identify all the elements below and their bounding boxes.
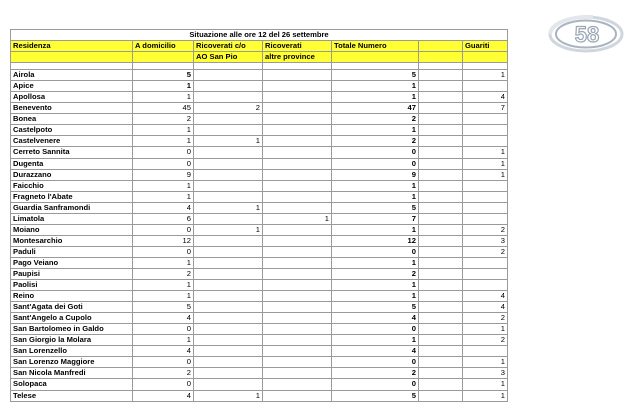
- residenza-cell: Telese: [11, 390, 133, 401]
- empty-cell: [419, 346, 463, 357]
- guariti-cell: 1: [463, 379, 508, 390]
- ricoverati-sanpio-cell: 1: [194, 136, 263, 147]
- guariti-cell: 2: [463, 224, 508, 235]
- empty-cell: [419, 390, 463, 401]
- table-row: [11, 92, 508, 103]
- residenza-cell: Paduli: [11, 246, 133, 257]
- residenza-cell: Dugenta: [11, 158, 133, 169]
- ricoverati-sanpio-cell: 1: [194, 202, 263, 213]
- table-row: [11, 202, 508, 213]
- totale-cell: 0: [332, 357, 419, 368]
- ricoverati-sanpio-cell: [194, 213, 263, 224]
- ricoverati-altre-cell: [263, 235, 332, 246]
- ricoverati-altre-cell: [263, 147, 332, 158]
- guariti-cell: [463, 81, 508, 92]
- residenza-cell: San Bartolomeo in Galdo: [11, 324, 133, 335]
- totale-cell: 0: [332, 379, 419, 390]
- residenza-cell: Sant'Angelo a Cupolo: [11, 313, 133, 324]
- guariti-cell: [463, 257, 508, 268]
- table-row: [11, 291, 508, 302]
- header-guariti: Guariti: [463, 41, 508, 52]
- totale-cell: 1: [332, 81, 419, 92]
- totale-cell: 0: [332, 246, 419, 257]
- ricoverati-sanpio-cell: [194, 324, 263, 335]
- table-row: [11, 169, 508, 180]
- table-row: [11, 180, 508, 191]
- header-ricoverati-altre-2: altre province: [263, 52, 332, 63]
- ricoverati-sanpio-cell: [194, 346, 263, 357]
- ricoverati-sanpio-cell: [194, 92, 263, 103]
- table-row: [11, 368, 508, 379]
- domicilio-cell: 1: [133, 125, 194, 136]
- residenza-cell: San Nicola Manfredi: [11, 368, 133, 379]
- header-ricoverati-sanpio-2: AO San Pio: [194, 52, 263, 63]
- empty-cell: [419, 379, 463, 390]
- ricoverati-altre-cell: [263, 368, 332, 379]
- ricoverati-sanpio-cell: [194, 235, 263, 246]
- domicilio-cell: 0: [133, 224, 194, 235]
- guariti-cell: 1: [463, 324, 508, 335]
- table-row: [11, 136, 508, 147]
- residenza-cell: Faicchio: [11, 180, 133, 191]
- domicilio-cell: 1: [133, 191, 194, 202]
- domicilio-cell: 1: [133, 291, 194, 302]
- domicilio-cell: 9: [133, 169, 194, 180]
- ricoverati-sanpio-cell: [194, 280, 263, 291]
- ricoverati-altre-cell: [263, 324, 332, 335]
- domicilio-cell: 0: [133, 246, 194, 257]
- table-row: [11, 390, 508, 401]
- totale-cell: 1: [332, 291, 419, 302]
- empty-cell: [419, 125, 463, 136]
- guariti-cell: [463, 125, 508, 136]
- guariti-cell: 1: [463, 169, 508, 180]
- ricoverati-sanpio-cell: 2: [194, 103, 263, 114]
- ricoverati-sanpio-cell: [194, 125, 263, 136]
- ricoverati-sanpio-cell: [194, 357, 263, 368]
- residenza-cell: Benevento: [11, 103, 133, 114]
- ricoverati-altre-cell: 1: [263, 213, 332, 224]
- empty-cell: [419, 213, 463, 224]
- residenza-cell: Airola: [11, 70, 133, 81]
- empty-cell: [419, 169, 463, 180]
- residenza-cell: San Lorenzello: [11, 346, 133, 357]
- totale-cell: 1: [332, 280, 419, 291]
- totale-cell: 9: [332, 169, 419, 180]
- guariti-cell: [463, 213, 508, 224]
- totale-cell: 7: [332, 213, 419, 224]
- empty-cell: [419, 158, 463, 169]
- ricoverati-altre-cell: [263, 224, 332, 235]
- ricoverati-altre-cell: [263, 302, 332, 313]
- empty-cell: [419, 324, 463, 335]
- totale-cell: 5: [332, 302, 419, 313]
- spacer-cell: [463, 63, 508, 70]
- guariti-cell: 4: [463, 302, 508, 313]
- residenza-cell: Castelpoto: [11, 125, 133, 136]
- residenza-cell: San Lorenzo Maggiore: [11, 357, 133, 368]
- table-row: [11, 158, 508, 169]
- empty-cell: [419, 280, 463, 291]
- ricoverati-altre-cell: [263, 280, 332, 291]
- table-row: [11, 235, 508, 246]
- ricoverati-sanpio-cell: [194, 246, 263, 257]
- residenza-cell: Reino: [11, 291, 133, 302]
- guariti-cell: [463, 202, 508, 213]
- domicilio-cell: 0: [133, 147, 194, 158]
- empty-cell: [419, 202, 463, 213]
- guariti-cell: 3: [463, 235, 508, 246]
- ricoverati-sanpio-cell: [194, 335, 263, 346]
- header-ricoverati-sanpio: Ricoverati c/o: [194, 41, 263, 52]
- totale-cell: 2: [332, 136, 419, 147]
- totale-cell: 1: [332, 191, 419, 202]
- guariti-cell: [463, 191, 508, 202]
- ricoverati-altre-cell: [263, 357, 332, 368]
- ricoverati-altre-cell: [263, 390, 332, 401]
- residenza-cell: Cerreto Sannita: [11, 147, 133, 158]
- ricoverati-altre-cell: [263, 136, 332, 147]
- totale-cell: 1: [332, 125, 419, 136]
- channel-logo: [543, 14, 625, 54]
- residenza-cell: Bonea: [11, 114, 133, 125]
- table-row: [11, 302, 508, 313]
- spacer-cell: [194, 63, 263, 70]
- ricoverati-sanpio-cell: [194, 114, 263, 125]
- header-domicilio: A domicilio: [133, 41, 194, 52]
- header-blank: [332, 52, 419, 63]
- ricoverati-sanpio-cell: [194, 302, 263, 313]
- residenza-cell: Sant'Agata dei Goti: [11, 302, 133, 313]
- totale-cell: 2: [332, 268, 419, 279]
- ricoverati-sanpio-cell: [194, 158, 263, 169]
- totale-cell: 2: [332, 368, 419, 379]
- guariti-cell: 1: [463, 147, 508, 158]
- table-title: Situazione alle ore 12 del 26 settembre: [11, 30, 508, 41]
- guariti-cell: 7: [463, 103, 508, 114]
- ricoverati-altre-cell: [263, 70, 332, 81]
- table-row: [11, 147, 508, 158]
- empty-cell: [419, 291, 463, 302]
- spacer-cell: [263, 63, 332, 70]
- ricoverati-altre-cell: [263, 335, 332, 346]
- totale-cell: 5: [332, 202, 419, 213]
- domicilio-cell: 12: [133, 235, 194, 246]
- ricoverati-sanpio-cell: [194, 169, 263, 180]
- guariti-cell: [463, 268, 508, 279]
- header-ricoverati-altre: Ricoverati: [263, 41, 332, 52]
- spacer-cell: [133, 63, 194, 70]
- domicilio-cell: 2: [133, 114, 194, 125]
- totale-cell: 0: [332, 324, 419, 335]
- totale-cell: 0: [332, 158, 419, 169]
- ricoverati-altre-cell: [263, 246, 332, 257]
- guariti-cell: 1: [463, 390, 508, 401]
- ricoverati-altre-cell: [263, 313, 332, 324]
- domicilio-cell: 5: [133, 302, 194, 313]
- ricoverati-altre-cell: [263, 158, 332, 169]
- table-row: [11, 357, 508, 368]
- empty-cell: [419, 70, 463, 81]
- ricoverati-sanpio-cell: [194, 313, 263, 324]
- header-totale: Totale Numero: [332, 41, 419, 52]
- empty-cell: [419, 268, 463, 279]
- empty-cell: [419, 81, 463, 92]
- table-row: [11, 81, 508, 92]
- table-row: [11, 224, 508, 235]
- ricoverati-sanpio-cell: [194, 70, 263, 81]
- ricoverati-altre-cell: [263, 346, 332, 357]
- empty-cell: [419, 114, 463, 125]
- empty-cell: [419, 313, 463, 324]
- header-blank: [133, 52, 194, 63]
- table-row: [11, 268, 508, 279]
- ricoverati-sanpio-cell: 1: [194, 224, 263, 235]
- ricoverati-altre-cell: [263, 379, 332, 390]
- totale-cell: 5: [332, 70, 419, 81]
- ricoverati-sanpio-cell: [194, 147, 263, 158]
- guariti-cell: 3: [463, 368, 508, 379]
- guariti-cell: 4: [463, 92, 508, 103]
- empty-cell: [419, 335, 463, 346]
- header-blank: [11, 52, 133, 63]
- table-row: [11, 70, 508, 81]
- guariti-cell: [463, 280, 508, 291]
- empty-cell: [419, 246, 463, 257]
- header-blank: [419, 52, 463, 63]
- table-row: [11, 114, 508, 125]
- residenza-cell: Montesarchio: [11, 235, 133, 246]
- residenza-cell: Pago Veiano: [11, 257, 133, 268]
- table-row: [11, 379, 508, 390]
- domicilio-cell: 0: [133, 379, 194, 390]
- domicilio-cell: 4: [133, 346, 194, 357]
- ricoverati-altre-cell: [263, 103, 332, 114]
- guariti-cell: [463, 114, 508, 125]
- totale-cell: 1: [332, 257, 419, 268]
- table-row: [11, 346, 508, 357]
- ricoverati-altre-cell: [263, 268, 332, 279]
- guariti-cell: [463, 136, 508, 147]
- logo-text: 58: [574, 22, 600, 47]
- residenza-cell: Solopaca: [11, 379, 133, 390]
- totale-cell: 5: [332, 390, 419, 401]
- empty-cell: [419, 302, 463, 313]
- ricoverati-sanpio-cell: [194, 180, 263, 191]
- header-blank: [463, 52, 508, 63]
- ricoverati-sanpio-cell: 1: [194, 390, 263, 401]
- ricoverati-sanpio-cell: [194, 257, 263, 268]
- header-empty: [419, 41, 463, 52]
- ricoverati-sanpio-cell: [194, 379, 263, 390]
- residenza-cell: Limatola: [11, 213, 133, 224]
- domicilio-cell: 1: [133, 257, 194, 268]
- empty-cell: [419, 257, 463, 268]
- domicilio-cell: 1: [133, 81, 194, 92]
- empty-cell: [419, 147, 463, 158]
- domicilio-cell: 4: [133, 313, 194, 324]
- totale-cell: 12: [332, 235, 419, 246]
- domicilio-cell: 2: [133, 268, 194, 279]
- empty-cell: [419, 191, 463, 202]
- domicilio-cell: 2: [133, 368, 194, 379]
- ricoverati-altre-cell: [263, 114, 332, 125]
- domicilio-cell: 0: [133, 158, 194, 169]
- ricoverati-altre-cell: [263, 180, 332, 191]
- empty-cell: [419, 136, 463, 147]
- guariti-cell: [463, 180, 508, 191]
- totale-cell: 4: [332, 313, 419, 324]
- domicilio-cell: 1: [133, 136, 194, 147]
- ricoverati-altre-cell: [263, 291, 332, 302]
- totale-cell: 4: [332, 346, 419, 357]
- ricoverati-sanpio-cell: [194, 191, 263, 202]
- empty-cell: [419, 368, 463, 379]
- empty-cell: [419, 92, 463, 103]
- residenza-cell: Moiano: [11, 224, 133, 235]
- ricoverati-sanpio-cell: [194, 368, 263, 379]
- residenza-cell: Castelvenere: [11, 136, 133, 147]
- ricoverati-sanpio-cell: [194, 81, 263, 92]
- table-row: [11, 313, 508, 324]
- domicilio-cell: 1: [133, 180, 194, 191]
- table-row: [11, 246, 508, 257]
- domicilio-cell: 1: [133, 335, 194, 346]
- ricoverati-sanpio-cell: [194, 291, 263, 302]
- guariti-cell: 2: [463, 246, 508, 257]
- totale-cell: 1: [332, 180, 419, 191]
- residenza-cell: Apice: [11, 81, 133, 92]
- domicilio-cell: 4: [133, 390, 194, 401]
- ricoverati-sanpio-cell: [194, 268, 263, 279]
- guariti-cell: 2: [463, 313, 508, 324]
- residenza-cell: Apollosa: [11, 92, 133, 103]
- table-row: [11, 191, 508, 202]
- domicilio-cell: 4: [133, 202, 194, 213]
- domicilio-cell: 1: [133, 280, 194, 291]
- guariti-cell: 1: [463, 70, 508, 81]
- totale-cell: 1: [332, 224, 419, 235]
- domicilio-cell: 1: [133, 92, 194, 103]
- domicilio-cell: 45: [133, 103, 194, 114]
- residenza-cell: Paolisi: [11, 280, 133, 291]
- ricoverati-altre-cell: [263, 125, 332, 136]
- table-row: [11, 103, 508, 114]
- spacer-cell: [332, 63, 419, 70]
- empty-cell: [419, 235, 463, 246]
- domicilio-cell: 0: [133, 324, 194, 335]
- residenza-cell: Guardia Sanframondi: [11, 202, 133, 213]
- residenza-cell: Durazzano: [11, 169, 133, 180]
- table-row: [11, 257, 508, 268]
- residenza-cell: Fragneto l'Abate: [11, 191, 133, 202]
- totale-cell: 2: [332, 114, 419, 125]
- ricoverati-altre-cell: [263, 191, 332, 202]
- header-residenza: Residenza: [11, 41, 133, 52]
- domicilio-cell: 6: [133, 213, 194, 224]
- ricoverati-altre-cell: [263, 202, 332, 213]
- totale-cell: 0: [332, 147, 419, 158]
- empty-cell: [419, 357, 463, 368]
- guariti-cell: 2: [463, 335, 508, 346]
- residenza-cell: Paupisi: [11, 268, 133, 279]
- ricoverati-altre-cell: [263, 92, 332, 103]
- domicilio-cell: 5: [133, 70, 194, 81]
- empty-cell: [419, 224, 463, 235]
- table-row: [11, 213, 508, 224]
- ricoverati-altre-cell: [263, 257, 332, 268]
- totale-cell: 47: [332, 103, 419, 114]
- totale-cell: 1: [332, 92, 419, 103]
- empty-cell: [419, 180, 463, 191]
- guariti-cell: 1: [463, 158, 508, 169]
- table-row: [11, 324, 508, 335]
- residenza-cell: San Giorgio la Molara: [11, 335, 133, 346]
- spacer-cell: [419, 63, 463, 70]
- table-row: [11, 280, 508, 291]
- ricoverati-altre-cell: [263, 81, 332, 92]
- totale-cell: 1: [332, 335, 419, 346]
- table-row: [11, 125, 508, 136]
- domicilio-cell: 0: [133, 357, 194, 368]
- table-row: [11, 335, 508, 346]
- spacer-cell: [11, 63, 133, 70]
- guariti-cell: 1: [463, 357, 508, 368]
- ricoverati-altre-cell: [263, 169, 332, 180]
- covid-status-table: [10, 29, 508, 402]
- empty-cell: [419, 103, 463, 114]
- guariti-cell: 4: [463, 291, 508, 302]
- guariti-cell: [463, 346, 508, 357]
